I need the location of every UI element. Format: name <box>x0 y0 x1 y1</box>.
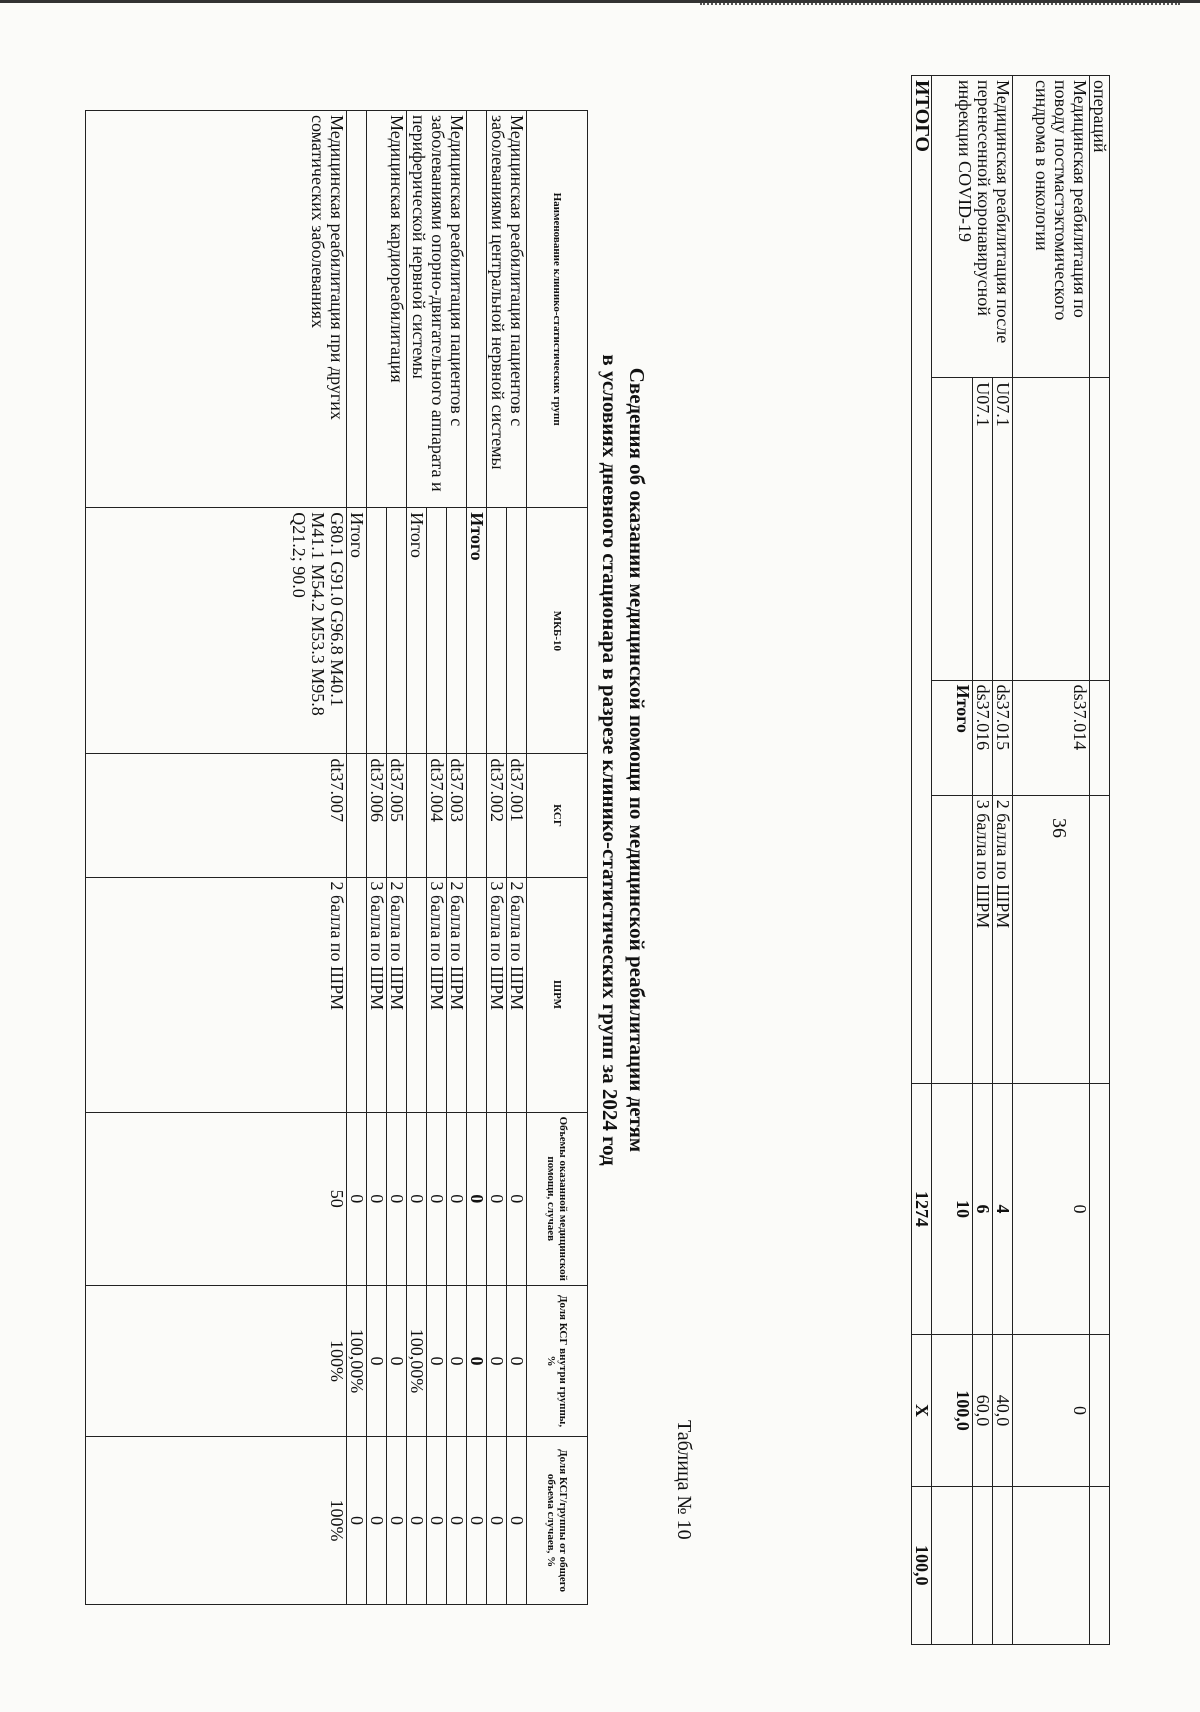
cell-ksg: dt37.007 <box>86 754 347 877</box>
cell-mkb: U07.1 <box>993 378 1013 680</box>
table-row <box>507 111 527 1605</box>
cell-share-total: 100% <box>86 1437 347 1605</box>
cell-volume: 10 <box>932 1083 973 1335</box>
cell-share-in: 100,00% <box>407 1286 427 1437</box>
heading-line-1: Сведения об оказании медицинской помощи по медицинской реабилитации детям <box>625 367 649 1153</box>
cell-ksg: ds37.016 <box>973 680 993 795</box>
header-shrm: ШРМ <box>527 877 588 1112</box>
cell-name: операций <box>1090 76 1110 378</box>
cell-ksg: dt37.005 <box>387 754 407 877</box>
cell-shrm: 3 балла по ШРМ <box>427 877 447 1112</box>
cell-ksg: dt37.002 <box>487 754 507 877</box>
cell-share-total: 0 <box>467 1437 487 1605</box>
section-heading <box>596 180 650 1340</box>
cell-shrm: 3 балла по ШРМ <box>487 877 507 1112</box>
cell-group-name: Медицинская реабилитация пациентов с заболеваниями опорно-двигательного аппарата и периферической нервной системы <box>407 111 467 508</box>
table-row <box>993 76 1013 1645</box>
top-table-continuation <box>911 75 1110 1645</box>
cell-total-share: X <box>912 1335 932 1486</box>
cell-shrm: 2 балла по ШРМ <box>993 795 1013 1083</box>
cell-shrm: 2 балла по ШРМ <box>387 877 407 1112</box>
cell-share-total: 0 <box>487 1437 507 1605</box>
table-row <box>1013 76 1090 1645</box>
cell-ksg: ds37.014 <box>1013 680 1090 795</box>
cell-total-volume: 1274 <box>912 1083 932 1335</box>
main-table <box>85 110 588 1605</box>
header-row <box>527 111 588 1605</box>
cell-share-in: 0 <box>447 1286 467 1437</box>
cell-shrm: 3 балла по ШРМ <box>973 795 993 1083</box>
header-share-in: Доля КСГ внутри группы, % <box>527 1286 588 1437</box>
cell-mkb: G80.1 G91.0 G96.8 M40.1 M41.1 M54.2 M53.3 M95.8 Q21.2; 90.0 <box>86 508 347 754</box>
cell-group-name: Медицинская кардиореабилитация <box>367 111 407 508</box>
cell-itogo: Итого <box>932 680 973 795</box>
table-row-itogo <box>347 111 367 1605</box>
cell-group-name: Медицинская реабилитация пациентов с заболеваниями центральной нервной системы <box>487 111 527 508</box>
page-number: 36 <box>1048 818 1070 838</box>
heading-line-2: в условиях дневного стационара в разрезе клинико-статистических групп за 2024 год <box>598 354 622 1166</box>
cell-share-in: 0 <box>507 1286 527 1437</box>
cell-share-in: 100,00% <box>347 1286 367 1437</box>
cell-ksg: dt37.004 <box>427 754 447 877</box>
cell-volume: 0 <box>447 1112 467 1285</box>
cell-share-total: 0 <box>347 1437 367 1605</box>
table-row <box>387 111 407 1605</box>
table-row-itogo <box>467 111 487 1605</box>
header-share-total: Доля КСГ/группы от общего объема случаев, % <box>527 1437 588 1605</box>
cell-volume: 0 <box>1013 1083 1090 1335</box>
cell-itogo: Итого <box>347 508 367 754</box>
cell-itogo: Итого <box>407 508 427 754</box>
cell-volume: 0 <box>367 1112 387 1285</box>
table-row <box>86 111 347 1605</box>
cell-share-in: 0 <box>387 1286 407 1437</box>
cell-volume: 0 <box>507 1112 527 1285</box>
table-row <box>912 76 932 1645</box>
header-name: Наименование клинико-статистических групп <box>527 111 588 508</box>
cell-share-total: 0 <box>507 1437 527 1605</box>
header-mkb: МКБ-10 <box>527 508 588 754</box>
cell-ksg: dt37.006 <box>367 754 387 877</box>
cell-share-in: 0 <box>487 1286 507 1437</box>
cell-share: 0 <box>1013 1335 1090 1486</box>
cell-share-total: 0 <box>427 1437 447 1605</box>
cell-share-total: 0 <box>447 1437 467 1605</box>
header-ksg: КСГ <box>527 754 588 877</box>
cell-share: 60,0 <box>973 1335 993 1486</box>
cell-total-label: ИТОГО <box>912 76 932 1084</box>
cell-itogo: Итого <box>467 508 487 754</box>
cell-share-in: 0 <box>367 1286 387 1437</box>
cell-shrm: 2 балла по ШРМ <box>447 877 467 1112</box>
cell-share-total: 0 <box>407 1437 427 1605</box>
cell-share-in: 0 <box>427 1286 447 1437</box>
cell-share: 40,0 <box>993 1335 1013 1486</box>
cell-shrm: 2 балла по ШРМ <box>507 877 527 1112</box>
header-volume: Объемы оказанной медицинской помощи, случаев <box>527 1112 588 1285</box>
cell-volume: 0 <box>387 1112 407 1285</box>
cell-ksg: dt37.001 <box>507 754 527 877</box>
cell-volume: 6 <box>973 1083 993 1335</box>
cell-share-in: 0 <box>467 1286 487 1437</box>
cell-name: Медицинская реабилитация по поводу постмастэктомического синдрома в онкологии <box>1013 76 1090 378</box>
cell-share: 100,0 <box>932 1335 973 1486</box>
cell-shrm: 2 балла по ШРМ <box>86 877 347 1112</box>
cell-volume: 0 <box>347 1112 367 1285</box>
cell-group-name: Медицинская реабилитация при других соматических заболеваниях <box>86 111 347 508</box>
table-row <box>447 111 467 1605</box>
cell-volume: 0 <box>467 1112 487 1285</box>
cell-name: Медицинская реабилитация после перенесенной коронавирусной инфекции COVID-19 <box>932 76 1013 378</box>
table-number: Таблица № 10 <box>673 1420 695 1540</box>
cell-mkb: U07.1 <box>973 378 993 680</box>
cell-shrm: 3 балла по ШРМ <box>367 877 387 1112</box>
cell-volume: 4 <box>993 1083 1013 1335</box>
cell-total-share-all: 100,0 <box>912 1486 932 1644</box>
cell-ksg: dt37.003 <box>447 754 467 877</box>
cell-share-in: 100% <box>86 1286 347 1437</box>
cell-volume: 0 <box>487 1112 507 1285</box>
cell-volume: 50 <box>86 1112 347 1285</box>
cell-ksg: ds37.015 <box>993 680 1013 795</box>
cell-volume: 0 <box>407 1112 427 1285</box>
cell-share-total: 0 <box>367 1437 387 1605</box>
table-row <box>1090 76 1110 1645</box>
cell-share-total: 0 <box>387 1437 407 1605</box>
cell-volume: 0 <box>427 1112 447 1285</box>
